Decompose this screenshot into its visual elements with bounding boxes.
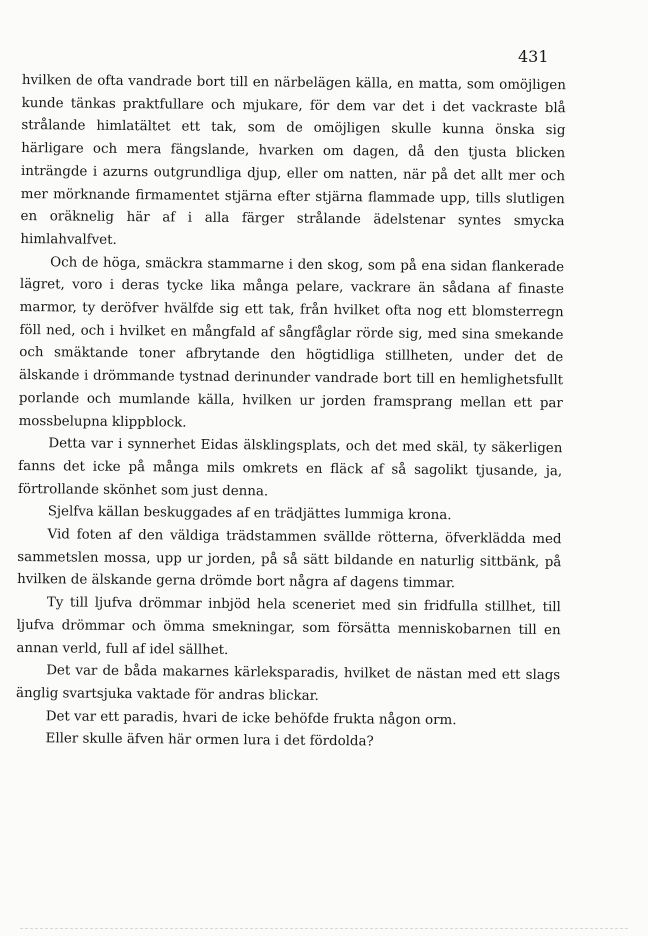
page-number: 431: [518, 47, 549, 66]
paragraph-3: Detta var i synnerhet Eidas älsklingsplats, och det med skäl, ty säkerligen fanns det icke på många mils omkrets en fläck af så sagolikt tjusande, ja, förtrollande skönhet som just denna.: [17, 436, 563, 500]
paragraph-2: Och de höga, smäckra stammarne i den skog, som på ena sidan flankerade lägret, voro i deras tycke lika många pelare, vackrare än sådana af finaste marmor, ty deröfver hvälfde sig ett tak, från hvilket ofta nog ett blomsterregn föll ned, och i hvilket en mångfald af sångfåglar rörde sig, med sina smekande och smäktande toner afbrytande den högtidliga stillheten, under det de älskande i drömmande tystnad derinunder vandrade bort till en hemlighetsfullt porlande och mumlande källa, hvilken ur jorden framsprang mellan ett par mossbelupna klippblock.: [18, 254, 565, 431]
paragraph-4: Sjelfva källan beskuggades af en trädjättes lummiga krona.: [47, 504, 452, 524]
paragraph-6: Ty till ljufva drömmar inbjöd hela sceneriet med sin fridfulla stillhet, till ljufva drömmar och ömma smekningar, som försätta menniskobarnen till en annan verld, full af idel sällhet.: [16, 595, 561, 658]
paragraph-1: hvilken de ofta vandrade bort till en närbelägen källa, en matta, som omöjligen kunde tänkas praktfullare och mjukare, för dem var det i det vackraste blå strålande himlatältet ett tak, som de omöjligen skulle kunna önska sig härligare och mera fängslande, hvarken om dagen, då den tjusta blicken inträngde i azurns outgrundliga djup, eller om natten, när på det allt mer och mer mörknande firmamentet stjärna efter stjärna flammade upp, tills slutligen en oräknelig här af i alla färger strålande ädelstenar syntes smycka himlahvalfvet.: [20, 72, 566, 248]
scan-edge-line: [20, 928, 628, 930]
paragraph-9: Eller skulle äfven här ormen lura i det fördolda?: [45, 731, 374, 750]
paragraph-8: Det var ett paradis, hvari de icke behöfde frukta någon orm.: [45, 708, 457, 728]
body-text: [15, 70, 566, 756]
paragraph-7: Det var de båda makarnes kärleksparadis, hvilket de nästan med ett slags änglig svartsjuka vaktade för andras blickar.: [15, 663, 561, 704]
paragraph-5: Vid foten af den väldiga trädstammen svällde rötterna, öfverklädda med sammetslen mossa, upp ur jorden, på så sätt bildande en naturlig sittbänk, på hvilken de älskande gerna drömde bort några af dagens timmar.: [17, 527, 562, 592]
